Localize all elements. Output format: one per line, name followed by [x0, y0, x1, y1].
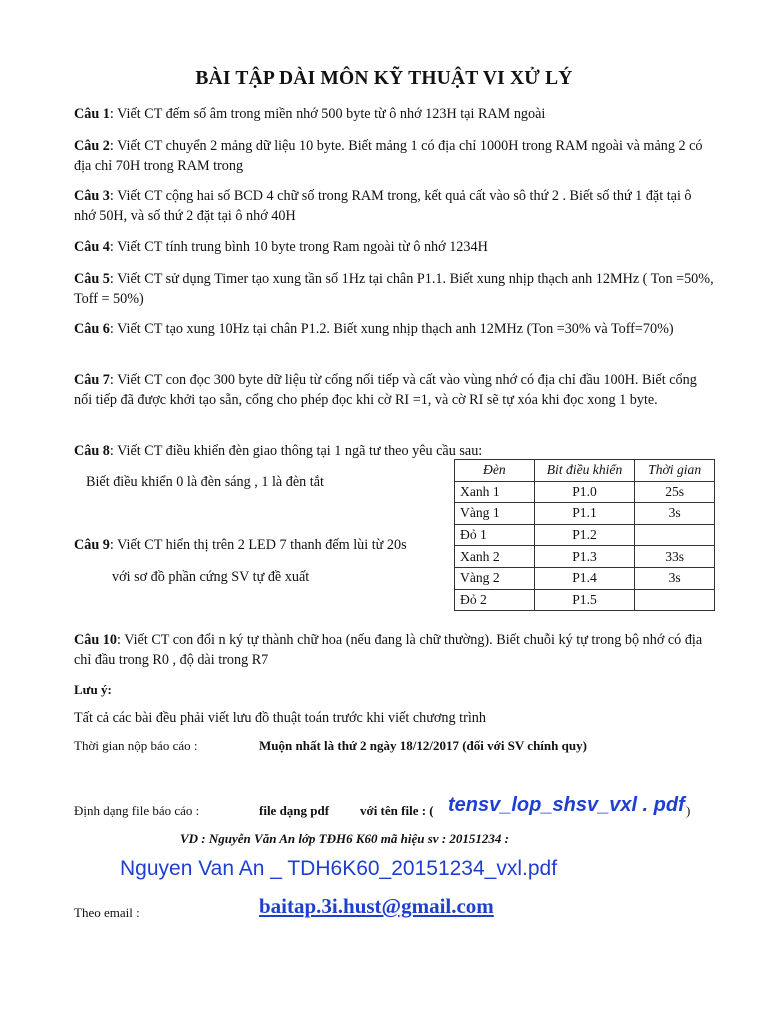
header-control-bit: Bit điều khiển — [534, 460, 635, 482]
example-filename: Nguyen Van An _ TDH6K60_20151234_vxl.pdf — [120, 857, 558, 880]
format-name-value — [448, 795, 685, 817]
light-name: Đỏ 2 — [455, 589, 535, 611]
question-text: : Viết CT tạo xung 10Hz tại chân P1.2. Biết xung nhịp thạch anh 12MHz (Ton =30% và Toff=70%) — [109, 321, 674, 337]
question-text: : Viết CT con đọc 300 byte dữ liệu từ cổng nối tiếp và cất vào vùng nhớ có địa chỉ đầu 100H. Biết cổng nối tiếp đã được khởi tạo sẵn, cổng cho phép đọc khi cờ RI =1, và cờ RI sẽ tự xóa khi đọc xong 1 byte. — [74, 372, 697, 408]
question-5 — [74, 269, 714, 309]
control-bit: P1.5 — [534, 589, 635, 611]
control-bit: P1.1 — [534, 503, 635, 525]
question-label: Câu 4 — [74, 239, 110, 255]
table-row — [455, 589, 715, 611]
question-label: Câu 7 — [74, 372, 110, 388]
table-row — [455, 524, 715, 546]
question-text: : Viết CT hiển thị trên 2 LED 7 thanh đếm lùi từ 20s — [109, 537, 407, 553]
table-header-row — [455, 460, 715, 482]
question-text: : Viết CT đếm số âm trong miền nhớ 500 byte từ ô nhớ 123H tại RAM ngoài — [109, 106, 546, 122]
duration: 25s — [635, 481, 715, 503]
deadline-label: Thời gian nộp báo cáo : — [74, 738, 198, 753]
question-label: Câu 9 — [74, 537, 110, 553]
light-name: Vàng 1 — [455, 503, 535, 525]
filename-template: tensv_lop_shsv_vxl . pdf — [448, 794, 685, 816]
table-row — [455, 503, 715, 525]
duration — [635, 524, 715, 546]
duration: 3s — [635, 567, 715, 589]
question-label: Câu 5 — [74, 271, 110, 287]
question-text: : Viết CT chuyển 2 mảng dữ liệu 10 byte. Biết mảng 1 có địa chỉ 1000H trong RAM ngoài và mảng 2 có địa chỉ 70H trong RAM trong — [74, 138, 703, 174]
question-label: Câu 6 — [74, 321, 110, 337]
control-bit: P1.0 — [534, 481, 635, 503]
email-label: Theo email : — [74, 905, 140, 920]
traffic-light-table — [454, 459, 715, 611]
deadline-value: Muộn nhất là thứ 2 ngày 18/12/2017 (đối với SV chính quy) — [259, 738, 587, 753]
format-name-label: với tên file : ( — [360, 803, 434, 818]
question-label: Câu 10 — [74, 632, 117, 648]
question-7 — [74, 370, 714, 410]
question-label: Câu 8 — [74, 443, 110, 459]
question-8 — [74, 441, 714, 461]
light-name: Vàng 2 — [455, 567, 535, 589]
light-name: Xanh 1 — [455, 481, 535, 503]
format-type: file dạng pdf — [259, 803, 330, 818]
question-text: : Viết CT con đổi n ký tự thành chữ hoa (nếu đang là chữ thường). Biết chuỗi ký tự trong bộ nhớ có địa chỉ đầu trong R0 , độ dài trong R7 — [74, 632, 703, 668]
question-2 — [74, 136, 714, 176]
format-label: Định dạng file báo cáo : — [74, 803, 200, 818]
table-row — [455, 546, 715, 568]
duration — [635, 589, 715, 611]
question-label: Câu 1 — [74, 106, 110, 122]
question-text: : Viết CT cộng hai số BCD 4 chữ số trong RAM trong, kết quả cất vào sô thứ 2 . Biết số thứ 1 đặt tại ô nhớ 50H, và số thứ 2 đặt tại ô nhớ 40H — [74, 188, 692, 224]
question-text: : Viết CT tính trung bình 10 byte trong Ram ngoài từ ô nhớ 1234H — [109, 239, 488, 255]
table-row — [455, 567, 715, 589]
page-title: BÀI TẬP DÀI MÔN KỸ THUẬT VI XỬ LÝ — [195, 68, 573, 89]
format-close: ) — [686, 803, 691, 818]
question-10 — [74, 630, 714, 670]
duration: 33s — [635, 546, 715, 568]
table-row — [455, 481, 715, 503]
example-line: VD : Nguyễn Văn An lớp TĐH6 K60 mã hiệu sv : 20151234 : — [180, 831, 509, 846]
email-link[interactable]: baitap.3i.hust@gmail.com — [259, 894, 494, 918]
header-time: Thời gian — [635, 460, 715, 482]
question-9-note: với sơ đồ phần cứng SV tự đề xuất — [112, 569, 310, 585]
question-8-note: Biết điều khiển 0 là đèn sáng , 1 là đèn tắt — [86, 474, 324, 490]
control-bit: P1.4 — [534, 567, 635, 589]
question-4 — [74, 237, 714, 257]
light-name: Xanh 2 — [455, 546, 535, 568]
question-6 — [74, 319, 714, 339]
header-light: Đèn — [455, 460, 535, 482]
control-bit: P1.3 — [534, 546, 635, 568]
question-text: : Viết CT sử dụng Timer tạo xung tần số 1Hz tại chân P1.1. Biết xung nhịp thạch anh 12MHz ( Ton =50%, Toff = 50%) — [74, 271, 714, 307]
question-3 — [74, 186, 714, 226]
question-9 — [74, 535, 444, 555]
note-text: Tất cả các bài đều phải viết lưu đồ thuật toán trước khi viết chương trình — [74, 710, 486, 726]
question-label: Câu 3 — [74, 188, 110, 204]
question-label: Câu 2 — [74, 138, 110, 154]
note-heading: Lưu ý: — [74, 682, 112, 697]
duration: 3s — [635, 503, 715, 525]
control-bit: P1.2 — [534, 524, 635, 546]
question-1 — [74, 104, 714, 124]
light-name: Đỏ 1 — [455, 524, 535, 546]
question-text: : Viết CT điều khiển đèn giao thông tại 1 ngã tư theo yêu cầu sau: — [109, 443, 483, 459]
